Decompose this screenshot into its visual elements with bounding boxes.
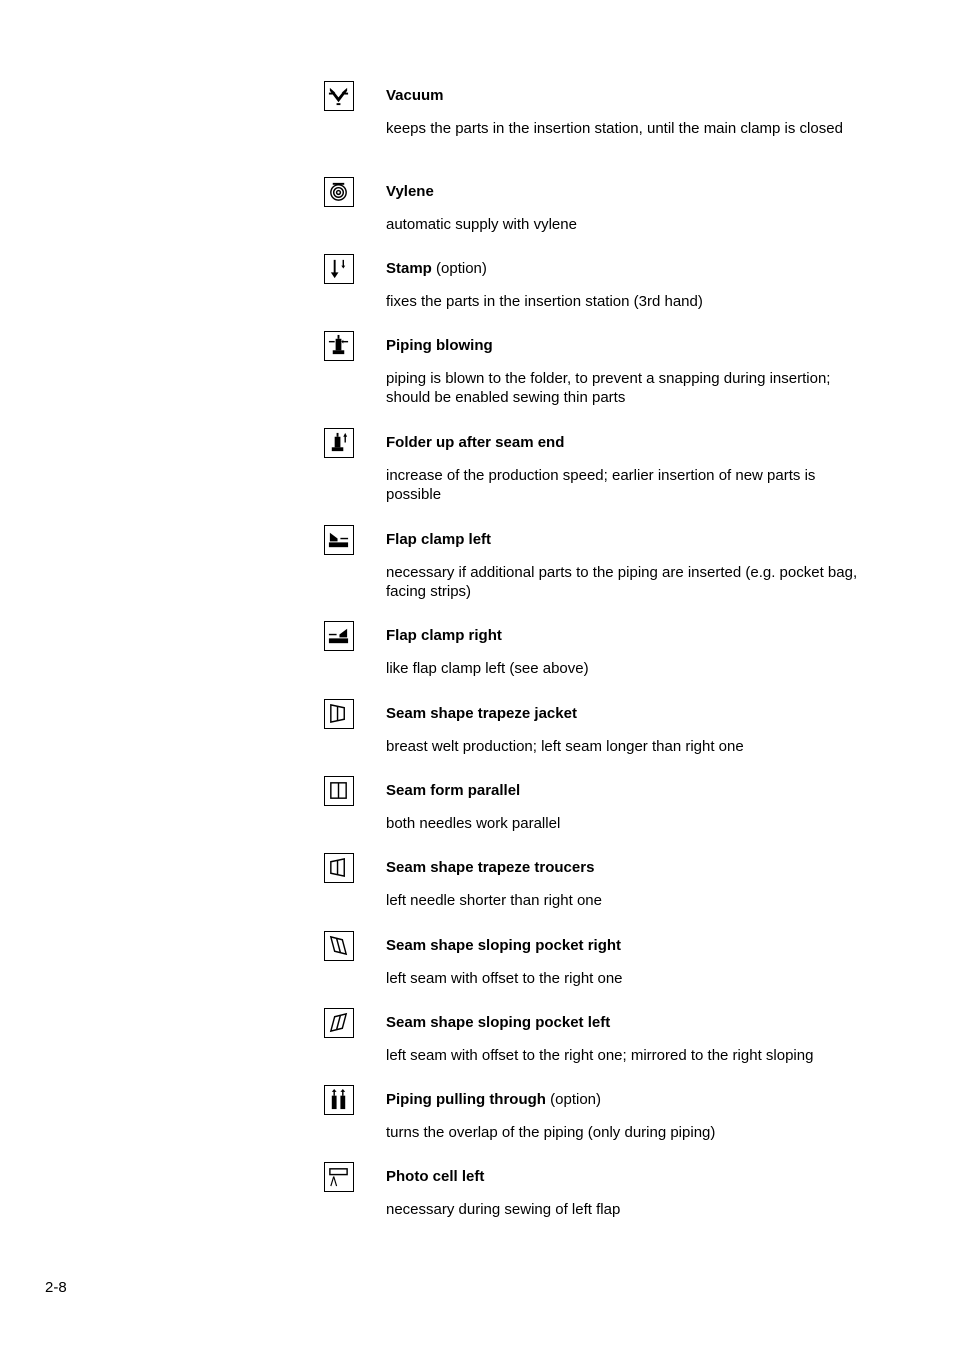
entry-description: keeps the parts in the insertion station, until the main clamp is closed	[386, 120, 843, 137]
seam-parallel-icon	[324, 776, 354, 806]
entry-description: breast welt production; left seam longer than right one	[386, 738, 744, 755]
entry-title: Stamp (option)	[386, 260, 487, 277]
trapeze-trousers-icon	[324, 853, 354, 883]
piping-pulling-icon	[324, 1085, 354, 1115]
entry-title: Vylene	[386, 183, 434, 200]
flap-clamp-right-icon	[324, 621, 354, 651]
folder-up-icon	[324, 428, 354, 458]
entry-description: fixes the parts in the insertion station (3rd hand)	[386, 293, 703, 310]
entry-description: left needle shorter than right one	[386, 892, 602, 909]
entry-description: turns the overlap of the piping (only during piping)	[386, 1124, 716, 1141]
entry-title: Piping pulling through (option)	[386, 1091, 601, 1108]
entry-title: Flap clamp right	[386, 627, 502, 644]
entry-description: like flap clamp left (see above)	[386, 660, 589, 677]
entry-description: both needles work parallel	[386, 815, 561, 832]
entry-title: Seam shape trapeze troucers	[386, 859, 595, 876]
entry-title: Photo cell left	[386, 1168, 485, 1185]
entry-title: Seam form parallel	[386, 782, 521, 799]
page-number: 2-8	[45, 1279, 67, 1296]
entry-description: left seam with offset to the right one	[386, 970, 623, 987]
entry-title: Seam shape trapeze jacket	[386, 705, 577, 722]
entry-title: Flap clamp left	[386, 531, 492, 548]
stamp-icon	[324, 254, 354, 284]
vacuum-icon	[324, 81, 354, 111]
sloping-pocket-right-icon	[324, 931, 354, 961]
entry-title: Folder up after seam end	[386, 434, 565, 451]
photo-cell-left-icon	[324, 1162, 354, 1192]
flap-clamp-left-icon	[324, 525, 354, 555]
trapeze-jacket-icon	[324, 699, 354, 729]
entry-description: necessary if additional parts to the piping are inserted (e.g. pocket bag, facing strips)	[386, 564, 858, 600]
entry-description: automatic supply with vylene	[386, 216, 577, 233]
piping-blowing-icon	[324, 331, 354, 361]
vylene-icon	[324, 177, 354, 207]
entry-description: necessary during sewing of left flap	[386, 1201, 621, 1218]
entry-title: Vacuum	[386, 87, 444, 104]
entry-description: left seam with offset to the right one; mirrored to the right sloping	[386, 1047, 814, 1064]
entry-title: Seam shape sloping pocket right	[386, 937, 622, 954]
entry-title: Piping blowing	[386, 337, 493, 354]
entry-description: increase of the production speed; earlier insertion of new parts is possible	[386, 467, 816, 503]
sloping-pocket-left-icon	[324, 1008, 354, 1038]
entry-title: Seam shape sloping pocket left	[386, 1014, 611, 1031]
entry-description: piping is blown to the folder, to prevent a snapping during insertion; should be enabled sewing thin parts	[386, 370, 831, 406]
